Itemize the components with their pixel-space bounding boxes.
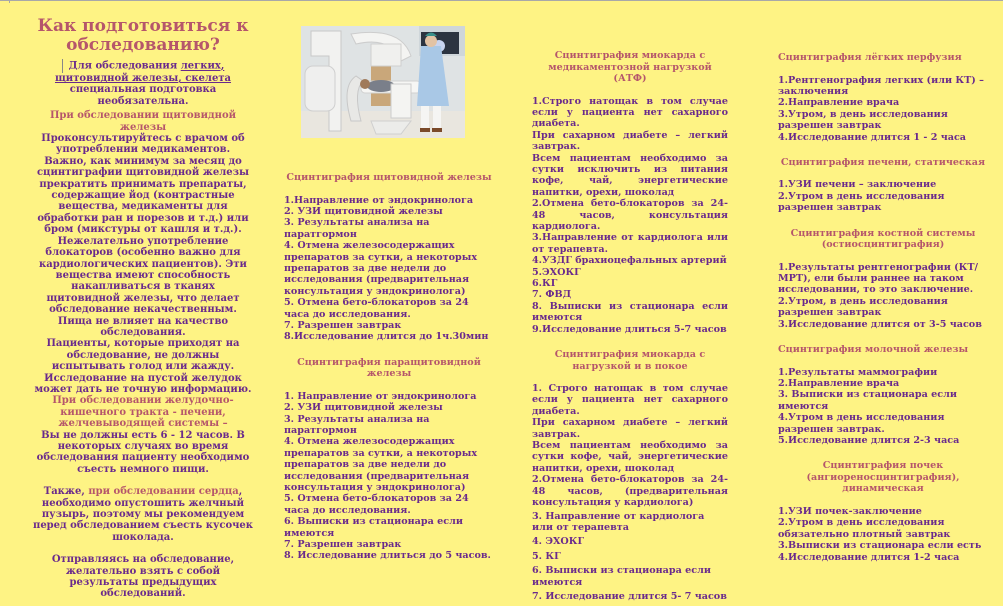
section-heading: Сцинтиграфия молочной железы [778,344,969,356]
hunger-text: Пациенты, которые приходят на обследование, не должны испытывать голод или жажду. Исследование на пустой желудок может дать не точную информацию. [34,338,252,395]
list-item: 3.Исследование длится от 3-5 часов [778,318,982,330]
text-cursor [62,59,63,73]
list-item: 5. КГ [532,550,561,562]
list-item: 6. Выписки из стационара если имеются [284,516,463,539]
list-item: 2.Отмена бето-блокаторов за 24-48 часов, (предварительная консультация у кардиолога) [532,474,728,509]
list-item: 4. ЭХОКГ [532,536,585,548]
gi-heading: При обследовании желудочно-кишечного тракта - печени, желчевыводящей системы – [52,395,234,430]
scanner-illustration-icon [301,26,465,138]
column-myocardium [532,50,728,602]
medical-scanner-photo [301,26,465,138]
list-item: 1.Рентгенография легких (или КТ) – заключения [778,74,984,97]
list-item: 3. Выписки из стационара если имеются [778,389,957,412]
list-item: 8.Исследование длится до 1ч.30мин [284,331,489,343]
list-item: 7. Разрешен завтрак [284,539,402,551]
list-item: 1.Результаты маммографии [778,366,938,378]
list-item: 9.Исследование длиться 5-7 часов [532,323,727,335]
section-parathyroid [284,357,494,562]
heart-highlight: при обследовании сердца [88,486,239,498]
list-item: 2.Утром в день исследования разрешен завтрак [778,190,945,214]
list-item: 7. ФВД [532,289,572,301]
list-item: 8. Исследование длиться до 5 часов. [284,550,491,562]
list-item: 6. Выписки из стационара если имеются [532,565,711,588]
list-item: 1.Результаты рентгенографии (КТ/МРТ), ели были раннее на таком исследовании, то это заключение. [778,261,979,296]
column-preparation [33,0,253,600]
closing-text: Отправляясь на обследование, желательно взять с собой результаты предыдущих обследований. [51,554,235,600]
list-item: 2.Направление врача [778,97,900,109]
intro-paragraph: Для обследования легких, щитовидной железы, скелета специальная подготовка необязательна. [54,60,232,107]
list-item: 4. Отмена железосодержащих препаратов за сутки, а некоторых препаратов за две недели до исследования (предварительная консультация у эндокринолога) [284,240,478,297]
column-organs [778,52,988,563]
list-item: 4.Утром в день исследования разрешен завтрак. [778,412,945,435]
list-item: 4.Исследование длится 1 - 2 часа [778,131,967,143]
section-thyroid [284,172,494,343]
list-item: 5.ЭХОКГ [532,266,581,278]
thyroid-text: Проконсультируйтесь с врачом об употреблении медикаментов. Важно, как минимум за месяц до сцинтиграфии щитовидной железы прекратить принимать препараты, содержащие йод (контрастные вещества, медикаменты для обработки ран и порезов и т.д.) или бром (микстуры от кашля и т.д.). Нежелательно употребление блокаторов (особенно важно для кардиологических пациентов). Эти вещества имеют способность накапливаться в тканях щитовидной железы, что делает обследование некачественным. Пища не влияет на качество обследования. [36,133,250,338]
gi-text: Вы не должны есть 6 - 12 часов. В некоторых случаях во время обследования пациенту необходимо съесть немного пищи. [36,429,250,475]
section-heading: Сцинтиграфия лёгких перфузия [778,52,962,63]
page-title: Как подготовиться к обследованию? [37,16,249,55]
list-item: 5. Отмена бето-блокаторов за 24 часа до исследования. [284,493,469,516]
list-item: 8. Выписки из стационара если имеются [532,300,728,324]
list-item: 1. Направление от эндокринолога [284,390,477,402]
section-heading: Сцинтиграфия печени, статическая [780,156,986,168]
section-liver [778,157,988,214]
section-heading: Сцинтиграфия щитовидной железы [286,172,492,183]
list-item: 3. Направление от кардиолога или от терапевта [532,510,705,533]
list-item: 5.Исследование длится 2-3 часа [778,435,960,447]
list-item: 2.Направление врача [778,378,900,389]
section-kidney [778,460,988,563]
list-item: 1.Направление от эндокринолога [284,194,474,206]
list-item: 4.Исследование длится 1-2 часа [778,551,960,563]
list-item: 1.УЗИ почек-заключение [778,505,922,517]
section-bone [778,228,988,330]
list-item: При сахарном диабете – легкий завтрак. [532,129,728,153]
list-item: 2. УЗИ щитовидной железы [284,205,443,217]
list-item: 1.УЗИ печени – заключение [778,179,937,191]
list-item: 4. Отмена железосодержащих препаратов за сутки, а некоторых препаратов за две недели до исследования (предварительная консультация у эндокринолога) [284,436,478,494]
list-item: 3.Направление от кардиолога или от терапевта. [532,232,728,255]
section-heading: Сцинтиграфия почек (ангиореносцинтиграфия), динамическая [806,460,960,495]
list-item: 1. Строго натощак в том случае если у пациента нет сахарного диабета. [532,383,728,417]
list-item: Всем пациентам необходимо за сутки исключить из питания кофе, чай, энергетические напитки, орехи, шоколад [532,152,728,198]
section-myocardium-atp [532,50,728,335]
section-heading: Сцинтиграфия паращитовидной железы [297,356,481,380]
section-breast [778,344,988,446]
section-lung-perfusion [778,52,988,143]
thyroid-heading: При обследовании щитовидной железы [49,110,237,133]
intro-highlight: легких, щитовидной железы, скелета [54,60,232,84]
list-item: 1.Строго натощак в том случае если у пациента нет сахарного диабета. [532,95,728,130]
list-item: 7. Разрешен завтрак [284,319,402,331]
list-item: 3. Результаты анализа на паратгормон [284,413,430,436]
list-item: 2.Утром в день исследования обязательно плотный завтрак [778,517,951,540]
section-heading: Сцинтиграфия миокарда с нагрузкой и в покое [554,349,706,372]
list-item: 5. Отмена бето-блокаторов за 24 часа до исследования. [284,297,469,320]
section-heading: Сцинтиграфия костной системы (остиосцинтиграфия) [790,227,976,251]
list-item: 2. УЗИ щитовидной железы [284,402,443,414]
list-item: 3.Выписки из стационара если есть [778,540,982,552]
list-item: 2.Отмена бето-блокаторов за 24-48 часов, консультация кардиолога. [532,198,728,232]
heart-paragraph: Также, при обследовании сердца, необходимо опустошить желчный пузырь, поэтому мы рекомендуем перед обследованием съесть кусочек шоколада. [33,486,254,543]
section-heading: Сцинтиграфия миокарда с медикаментозной нагрузкой (АТФ) [548,50,712,84]
list-item: 3.Утром, в день исследования разрешен завтрак [778,108,948,132]
list-item: Всем пациентам необходимо за сутки кофе, чай, энергетические напитки, орехи, шоколад [532,440,728,474]
list-item: 2.Утром, в день исследования разрешен завтрак [778,295,948,319]
ruler-tick [9,0,10,3]
list-item: 6.КГ [532,278,558,289]
list-item: При сахарном диабете – легкий завтрак. [532,417,728,440]
list-item: 4.УЗДГ брахиоцефальных артерий [532,255,727,267]
section-myocardium-stress-rest [532,349,728,602]
column-thyroid [284,172,494,562]
list-item: 7. Исследование длится 5- 7 часов [532,590,727,602]
list-item: 3. Результаты анализа на паратгормон [284,217,430,240]
